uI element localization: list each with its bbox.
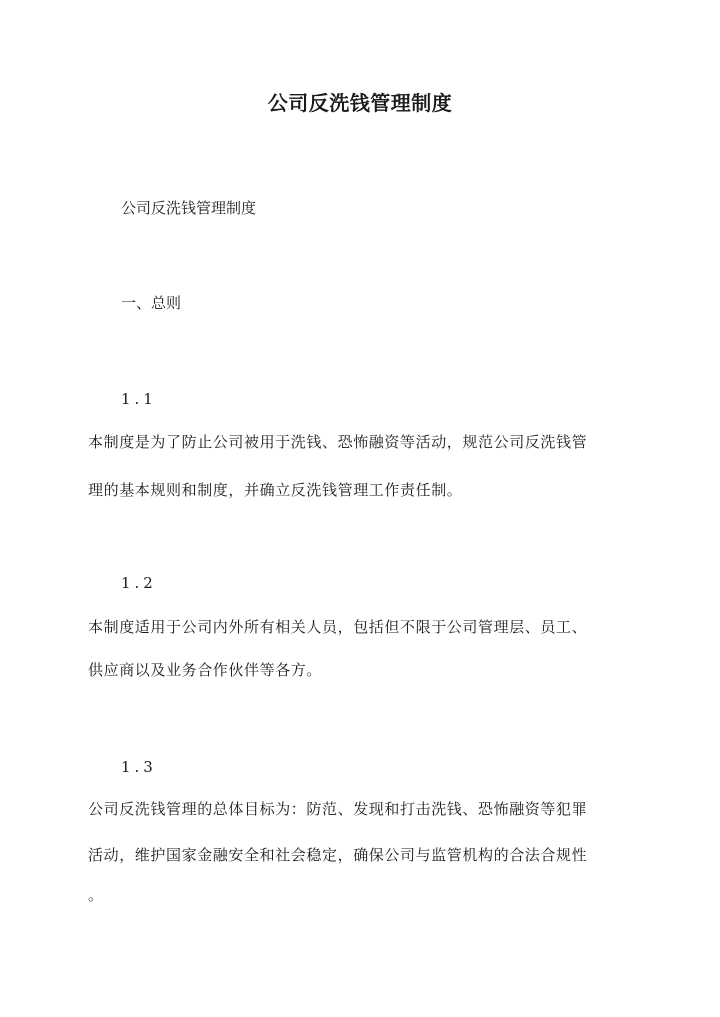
clause-number: 1.1 — [121, 390, 157, 408]
clause-text-line: 。 — [88, 886, 104, 904]
clause-text-line: 活动，维护国家金融安全和社会稳定，确保公司与监管机构的合法合规性 — [88, 846, 588, 864]
clause-number: 1.2 — [121, 574, 157, 592]
document-title: 公司反洗钱管理制度 — [267, 91, 453, 115]
document-subtitle: 公司反洗钱管理制度 — [121, 199, 257, 217]
clause-text-line: 本制度适用于公司内外所有相关人员，包括但不限于公司管理层、员工、 — [88, 618, 588, 636]
clause-text-line: 供应商以及业务合作伙伴等各方。 — [88, 661, 323, 679]
clause-text-line: 本制度是为了防止公司被用于洗钱、恐怖融资等活动，规范公司反洗钱管 — [88, 433, 588, 451]
clause-number: 1.3 — [121, 758, 157, 776]
clause-text-line: 公司反洗钱管理的总体目标为：防范、发现和打击洗钱、恐怖融资等犯罪 — [88, 800, 588, 818]
clause-text-line: 理的基本规则和制度，并确立反洗钱管理工作责任制。 — [88, 481, 463, 499]
section-heading: 一、总则 — [121, 294, 182, 312]
